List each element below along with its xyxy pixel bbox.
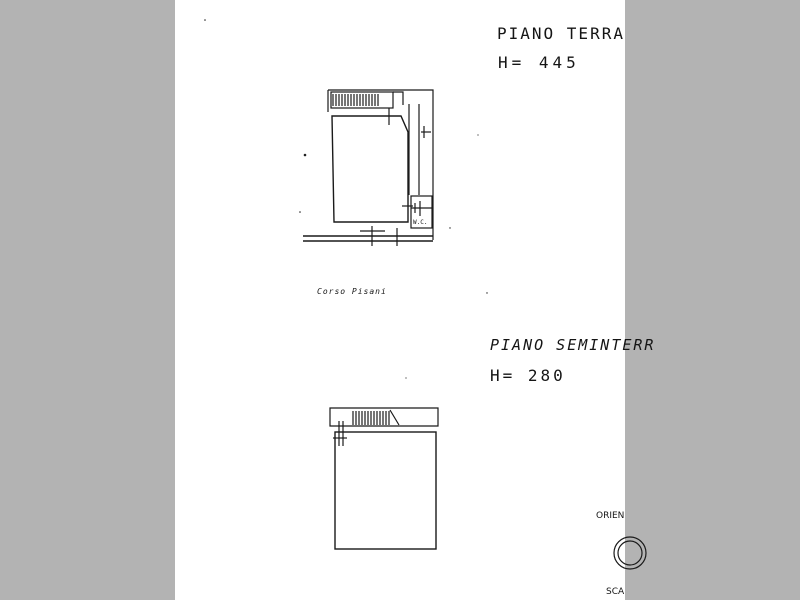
orientation-label: ORIEN	[596, 511, 625, 521]
basement-floor-plan	[330, 408, 438, 549]
scale-label: SCA	[606, 587, 625, 597]
ground-floor-main-room	[332, 116, 408, 222]
scan-speckles	[204, 19, 488, 378]
floor-plan-sheet	[175, 0, 656, 600]
basement-floor-title: PIANO SEMINTERR	[490, 336, 656, 354]
basement-floor-height: H= 280	[490, 366, 566, 385]
wc-label: W.C.	[413, 219, 428, 226]
ground-floor-title: PIANO TERRA	[497, 24, 625, 43]
ground-floor-outer-wall	[328, 90, 433, 240]
floor-plan-drawing	[175, 0, 625, 600]
ground-floor-height: H= 445	[498, 53, 580, 72]
basement-staircase-band	[330, 408, 438, 426]
basement-main-room	[335, 432, 436, 549]
north-arrow-compass	[614, 537, 646, 569]
street-label: Corso Pisani	[317, 287, 387, 296]
ground-floor-staircase	[331, 92, 393, 108]
